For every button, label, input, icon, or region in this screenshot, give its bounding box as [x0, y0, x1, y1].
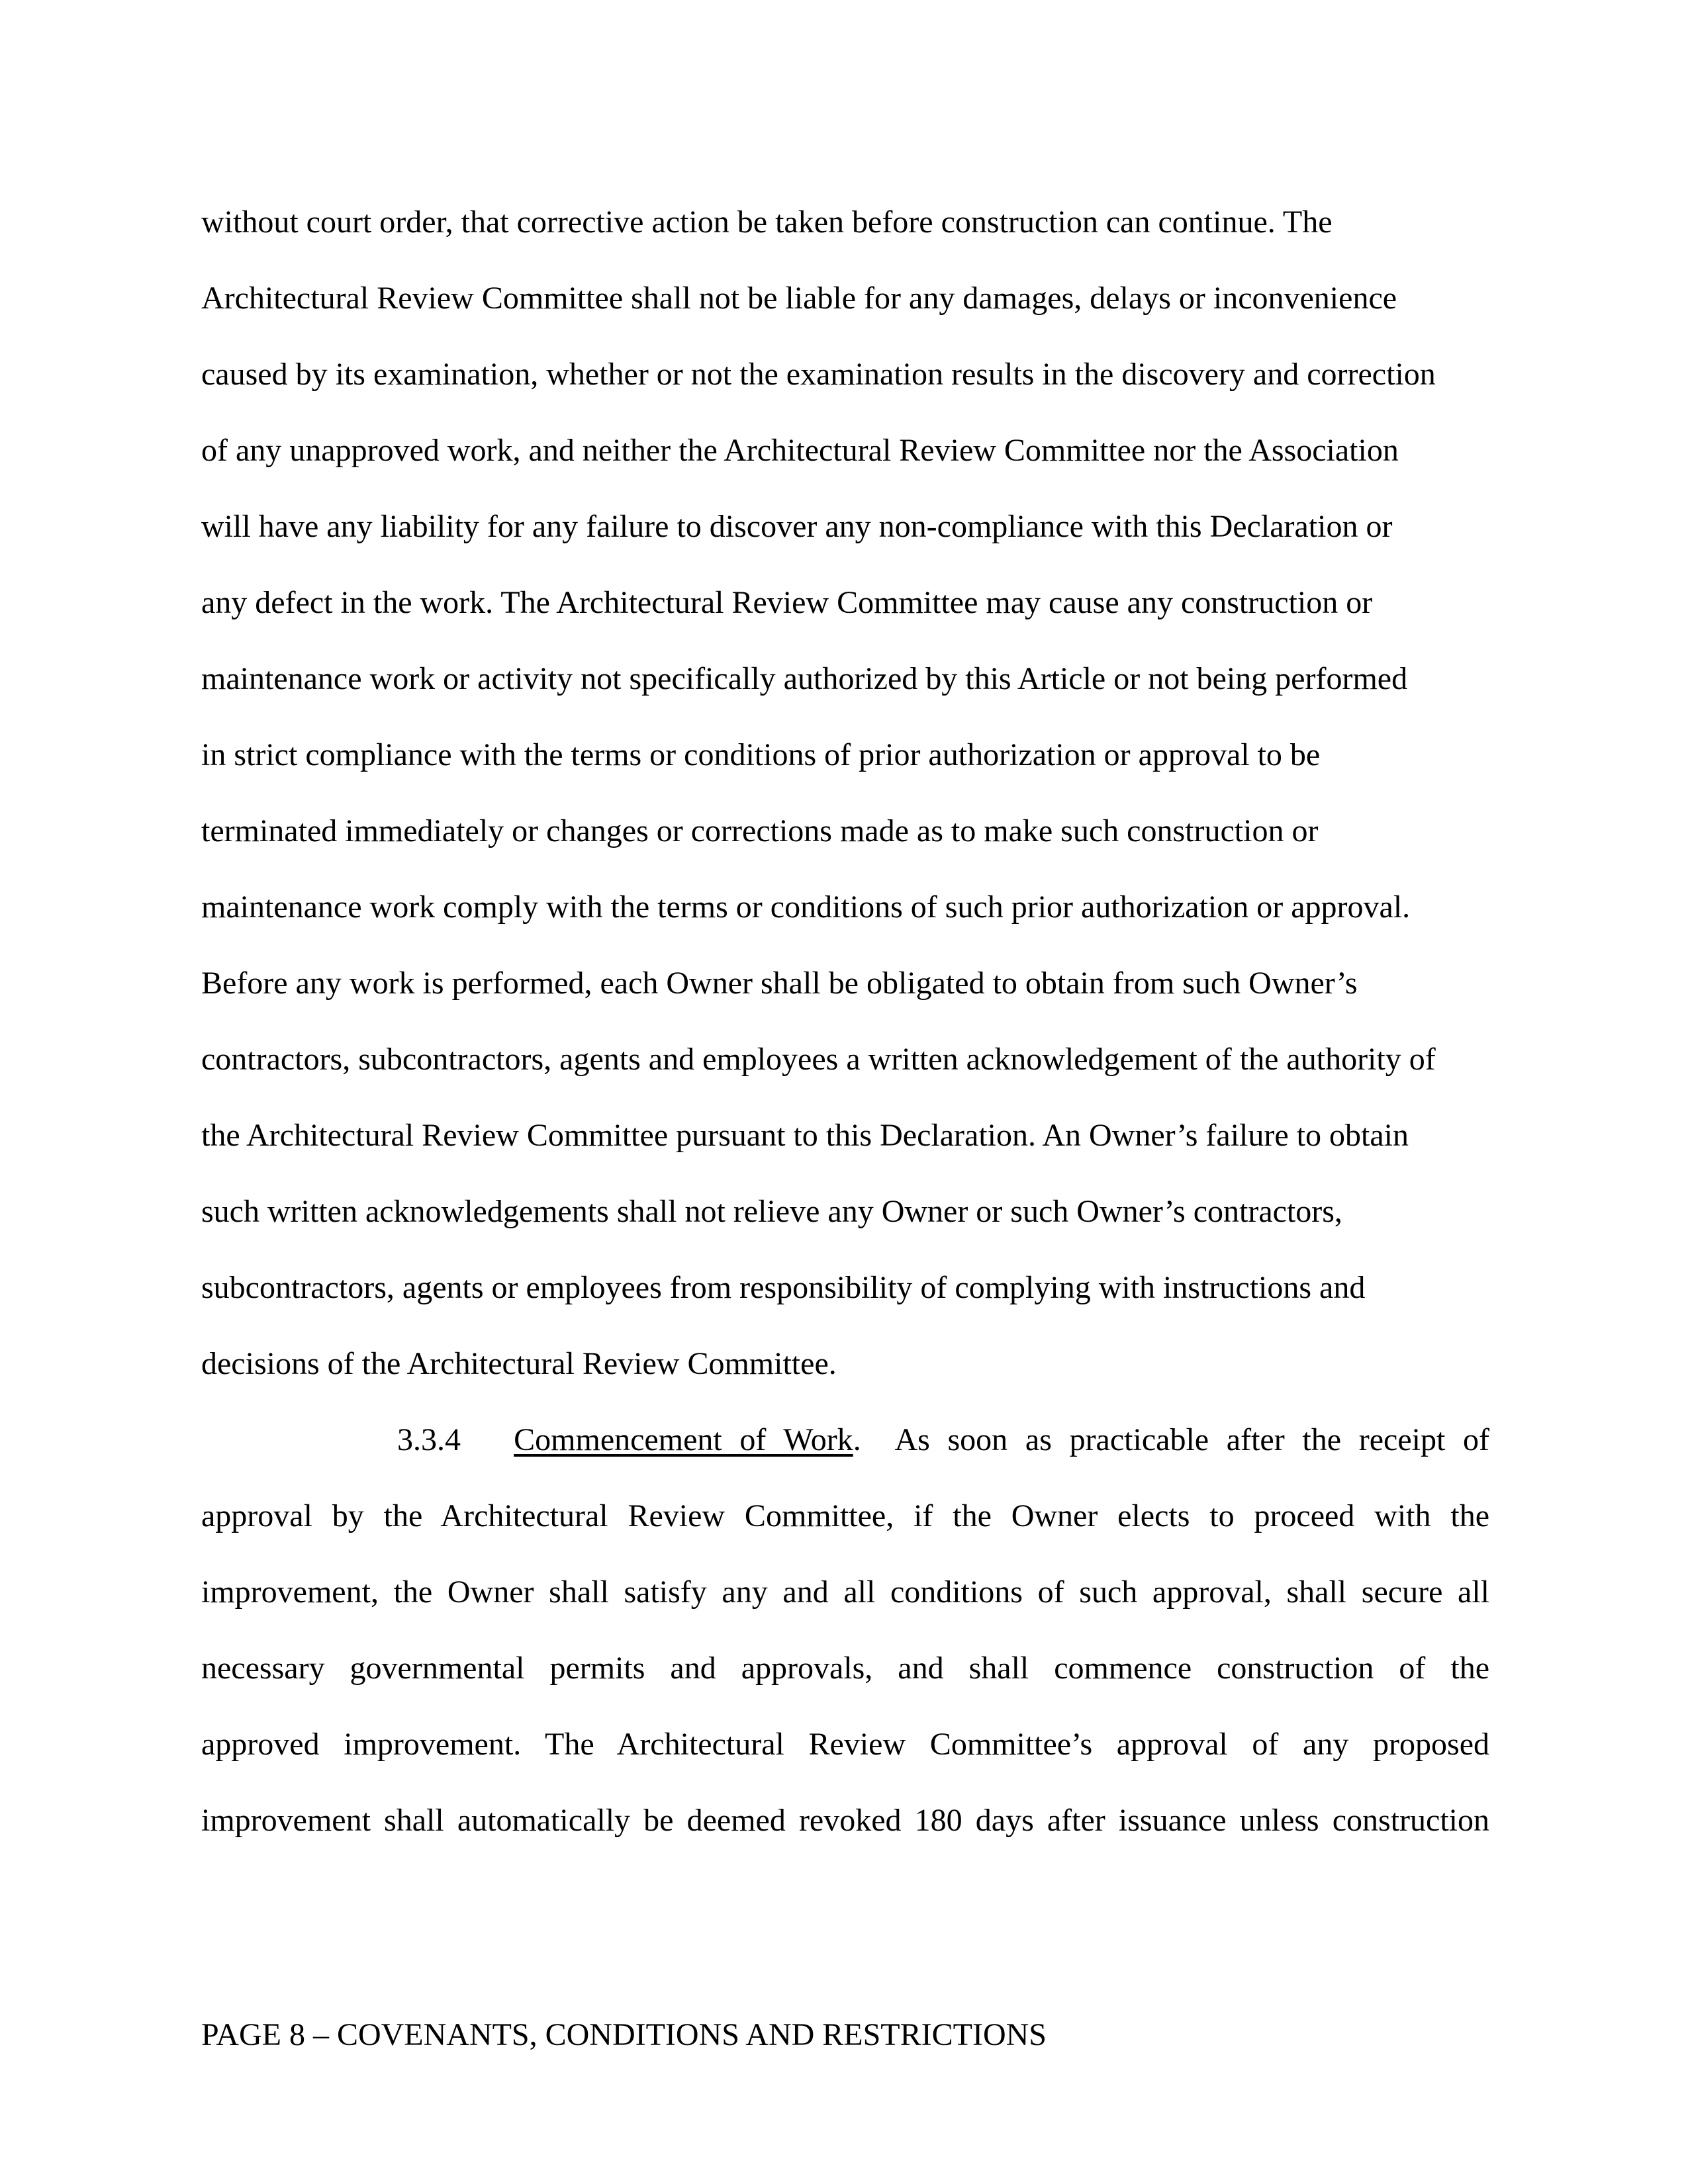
paragraph-line: of any unapproved work, and neither the Architectural Review Committee nor the Association [201, 433, 1399, 468]
section-line: improvement shall automatically be deemed revoked 180 days after issuance unless construction [201, 1803, 1489, 1838]
paragraph-line: will have any liability for any failure to discover any non-compliance with this Declaration or [201, 509, 1393, 544]
paragraph-line: caused by its examination, whether or not the examination results in the discovery and correction [201, 357, 1436, 392]
paragraph-line: Before any work is performed, each Owner shall be obligated to obtain from such Owner’s [201, 966, 1358, 1001]
paragraph-line: such written acknowledgements shall not relieve any Owner or such Owner’s contractors, [201, 1194, 1342, 1229]
paragraph-line: without court order, that corrective action be taken before construction can continue. The [201, 205, 1333, 240]
section-first-line [201, 1402, 1489, 1478]
section-heading: Commencement of Work [514, 1422, 853, 1457]
section-number: 3.3.4 [397, 1422, 461, 1457]
section-first-line-text: As soon as practicable after the receipt of [894, 1422, 1489, 1457]
page-footer: PAGE 8 – COVENANTS, CONDITIONS AND RESTRICTIONS [201, 2017, 1047, 2052]
section-line: necessary governmental permits and approvals, and shall commence construction of the [201, 1651, 1489, 1686]
continued-paragraph [201, 184, 1489, 1402]
paragraph-line: subcontractors, agents or employees from responsibility of complying with instructions and [201, 1270, 1366, 1305]
paragraph-line: maintenance work or activity not specifically authorized by this Article or not being performed [201, 661, 1408, 696]
paragraph-line: in strict compliance with the terms or conditions of prior authorization or approval to be [201, 737, 1321, 772]
paragraph-line: the Architectural Review Committee pursuant to this Declaration. An Owner’s failure to obtain [201, 1118, 1409, 1153]
section-3-3-4 [201, 1402, 1489, 1858]
section-line: approved improvement. The Architectural Review Committee’s approval of any proposed [201, 1727, 1489, 1762]
paragraph-line: decisions of the Architectural Review Committee. [201, 1346, 837, 1381]
paragraph-line: contractors, subcontractors, agents and employees a written acknowledgement of the authority of [201, 1042, 1436, 1077]
paragraph-line: any defect in the work. The Architectural Review Committee may cause any construction or [201, 585, 1373, 620]
body-text [201, 184, 1489, 1858]
section-line: improvement, the Owner shall satisfy any and all conditions of such approval, shall secure all [201, 1574, 1489, 1610]
section-line: approval by the Architectural Review Committee, if the Owner elects to proceed with the [201, 1498, 1489, 1533]
paragraph-line: maintenance work comply with the terms or conditions of such prior authorization or approval. [201, 889, 1411, 925]
paragraph-line: terminated immediately or changes or corrections made as to make such construction or [201, 813, 1319, 848]
paragraph-line: Architectural Review Committee shall not be liable for any damages, delays or inconvenience [201, 281, 1397, 316]
section-heading-punctuation: . [853, 1422, 861, 1457]
